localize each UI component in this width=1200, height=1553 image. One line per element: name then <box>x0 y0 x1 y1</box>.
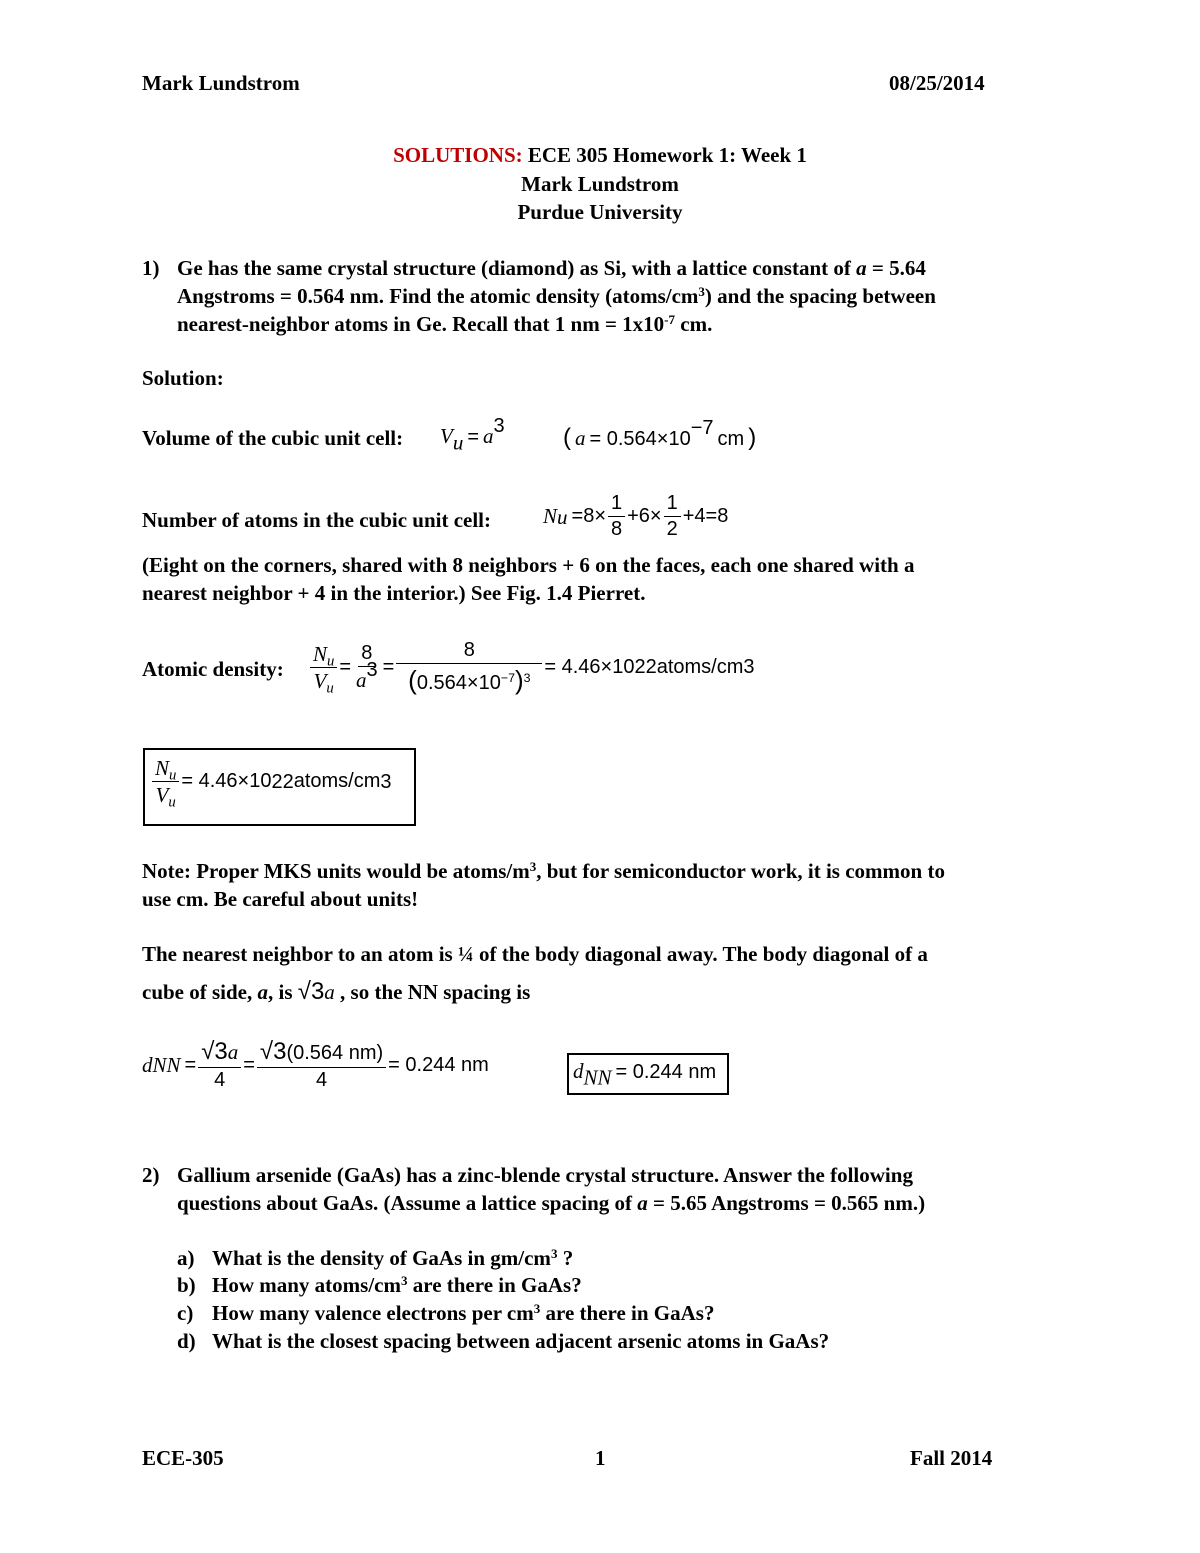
fraction-one-eighth: $\frac{1}{8}$ <box>608 491 625 542</box>
problem2-item-c: How many valence electrons per $cm^3$ are there in GaAs? <box>212 1300 715 1325</box>
problem2-item-d-label: d) <box>177 1329 196 1353</box>
title-institution: Purdue University <box>517 200 683 224</box>
problem2-number: 2) <box>142 1163 160 1187</box>
problem2-item-c-label: c) <box>177 1301 194 1325</box>
solution-label: Solution: <box>142 366 224 390</box>
fraction-sqrt3a-over-4: $\frac{√3a}{4}$ <box>198 1037 241 1093</box>
page-title <box>0 143 1200 168</box>
number-equation: N u =8× $\frac{1}{8}$ +6× $\frac{1}{2}$ +4=8 <box>543 492 729 540</box>
problem2-line1: Gallium arsenide (GaAs) has a zinc-blende crystal structure. Answer the following <box>177 1163 913 1187</box>
fraction-8-over-a3: $\frac{8}{a^3}$ <box>356 642 378 693</box>
fraction-8-over-lattice-cubed: $\frac{8}{(0.564\times 10^{-7})^3}$ <box>396 638 542 697</box>
fraction-nu-vu-boxed: $\frac{N_u}{V_u}$ <box>152 755 179 809</box>
fraction-sqrt3-value-over-4: $\frac{√3(0.564 nm)}{4}$ <box>257 1037 386 1093</box>
problem2-line2: questions about GaAs. (Assume a lattice spacing of a = 5.65 Angstroms = 0.565 nm.) <box>177 1191 926 1215</box>
problem1-number: 1) <box>142 256 160 280</box>
problem2-item-a-label: a) <box>177 1246 195 1270</box>
solutions-label: SOLUTIONS: <box>393 143 523 167</box>
nn-equation: d NN = $\frac{√3a}{4}$ = $\frac{√3(0.564 nm)}{4}$ = 0.244 nm <box>142 1038 489 1091</box>
problem2-item-b: How many atoms/$cm^3$ are there in GaAs? <box>212 1272 582 1297</box>
problem1-line2: Angstroms = 0.564 nm. Find the atomic density $(atoms/cm^3)$ and the spacing between <box>177 283 936 308</box>
header-date: 08/25/2014 <box>889 71 985 95</box>
title-author: Mark Lundstrom <box>521 172 679 196</box>
footer-term: Fall 2014 <box>910 1446 993 1470</box>
header-author: Mark Lundstrom <box>142 71 300 95</box>
problem2-item-d: What is the closest spacing between adjacent arsenic atoms in GaAs? <box>212 1329 830 1353</box>
fraction-nu-vu: $\frac{N_u}{V_u}$ <box>310 641 337 695</box>
footer-page-number: 1 <box>595 1446 606 1470</box>
fraction-one-half: $\frac{1}{2}$ <box>664 491 681 542</box>
density-equation: $\frac{N_u}{V_u}$ = $\frac{8}{a^3}$ = $\frac{8}{(0.564\times 10^{-7})^3}$ = 4.46×10 22 atoms/cm 3 <box>308 638 755 697</box>
title-main: ECE 305 Homework 1: Week 1 <box>527 143 807 167</box>
explain-line2: nearest neighbor + 4 in the interior.) See Fig. 1.4 Pierret. <box>142 581 646 605</box>
problem2-item-a: What is the density of GaAs in $gm/cm^3$ ? <box>212 1245 574 1270</box>
density-label: Atomic density: <box>142 657 284 681</box>
volume-equation: $V_u = a^3$ <box>440 415 505 455</box>
lattice-constant-value: ( $a = 0.564\times 10^{-7}$ cm ) <box>563 417 757 451</box>
number-label: Number of atoms in the cubic unit cell: <box>142 508 492 532</box>
problem1-line1: Ge has the same crystal structure (diamond) as Si, with a lattice constant of a = 5.64 <box>177 256 926 280</box>
explain-line1: (Eight on the corners, shared with 8 neighbors + 6 on the faces, each one shared with a <box>142 553 915 577</box>
footer-course: ECE-305 <box>142 1446 224 1470</box>
nn-line1: The nearest neighbor to an atom is ¼ of the body diagonal away. The body diagonal of a <box>142 942 928 966</box>
boxed-nn-equation: $d_{NN} = 0.244$ nm <box>573 1059 717 1090</box>
problem1-line3: nearest-neighbor atoms in Ge. Recall that 1 nm = $1x10^{-7}$ cm. <box>177 311 713 336</box>
nn-line2: cube of side, a, is √3a , so the NN spacing is <box>142 978 531 1005</box>
problem2-item-b-label: b) <box>177 1273 196 1297</box>
note-line2: use cm. Be careful about units! <box>142 887 419 911</box>
note-line1: Note: Proper MKS units would be atoms/$m^3$, but for semiconductor work, it is common to <box>142 858 945 883</box>
boxed-density-equation: $\frac{N_u}{V_u}$ = 4.46×10 22 atoms/cm 3 <box>150 755 392 809</box>
volume-label: Volume of the cubic unit cell: <box>142 426 404 450</box>
